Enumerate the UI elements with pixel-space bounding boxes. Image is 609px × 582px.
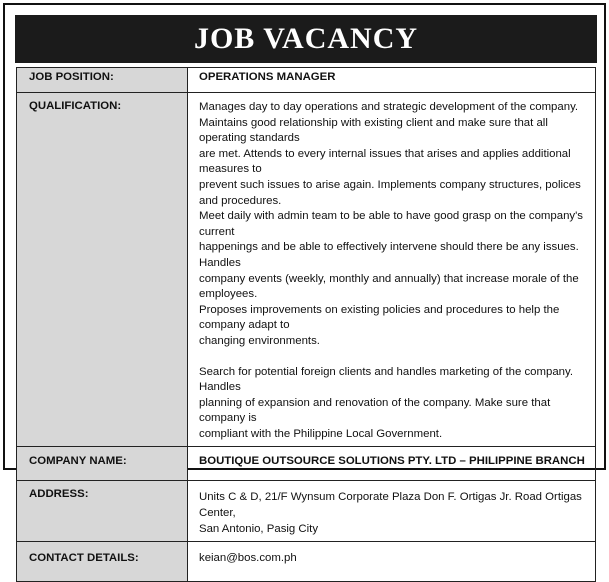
table-row-address — [17, 481, 596, 542]
contact-label: CONTACT DETAILS: — [17, 542, 188, 582]
table-row-position — [17, 68, 596, 93]
qualification-paragraph-2: Search for potential foreign clients and handles marketing of the company. Handles planning of expansion and renovation of the company. Make sure that company is compliant with the Philippine Local Government. — [199, 365, 573, 440]
company-value: BOUTIQUE OUTSOURCE SOLUTIONS PTY. LTD – PHILIPPINE BRANCH — [188, 447, 596, 481]
address-label: ADDRESS: — [17, 481, 188, 542]
page-title: JOB VACANCY — [15, 15, 597, 63]
table-row-company — [17, 447, 596, 481]
job-vacancy-card — [3, 3, 606, 565]
contact-email[interactable]: keian@bos.com.ph — [188, 542, 596, 582]
position-value: OPERATIONS MANAGER — [188, 68, 596, 93]
position-label: JOB POSITION: — [17, 68, 188, 93]
company-label: COMPANY NAME: — [17, 447, 188, 481]
qualification-label: QUALIFICATION: — [17, 93, 188, 447]
table-row-qualification — [17, 93, 596, 447]
table-row-contact — [17, 542, 596, 582]
address-value — [188, 481, 596, 542]
qualification-value — [188, 93, 596, 447]
address-text: Units C & D, 21/F Wynsum Corporate Plaza Don F. Ortigas Jr. Road Ortigas Center, San Antonio, Pasig City — [199, 491, 582, 535]
qualification-paragraph-1: Manages day to day operations and strategic development of the company. Maintains good relationship with existing client and make sure that all operating standards are met. Attends to every internal issues that arises and applies additional measures to prevent such issues to arise again. Implements company structures, polices and procedures. Meet daily with admin team to be able to have good grasp on the company's current happenings and be able to effectively intervene should there be any issues. Handles company events (weekly, monthly and annually) that increase morale of the employees. Proposes improvements on existing policies and procedures to help the company adapt to changing environments. — [199, 101, 583, 347]
vacancy-details-table — [16, 67, 596, 582]
